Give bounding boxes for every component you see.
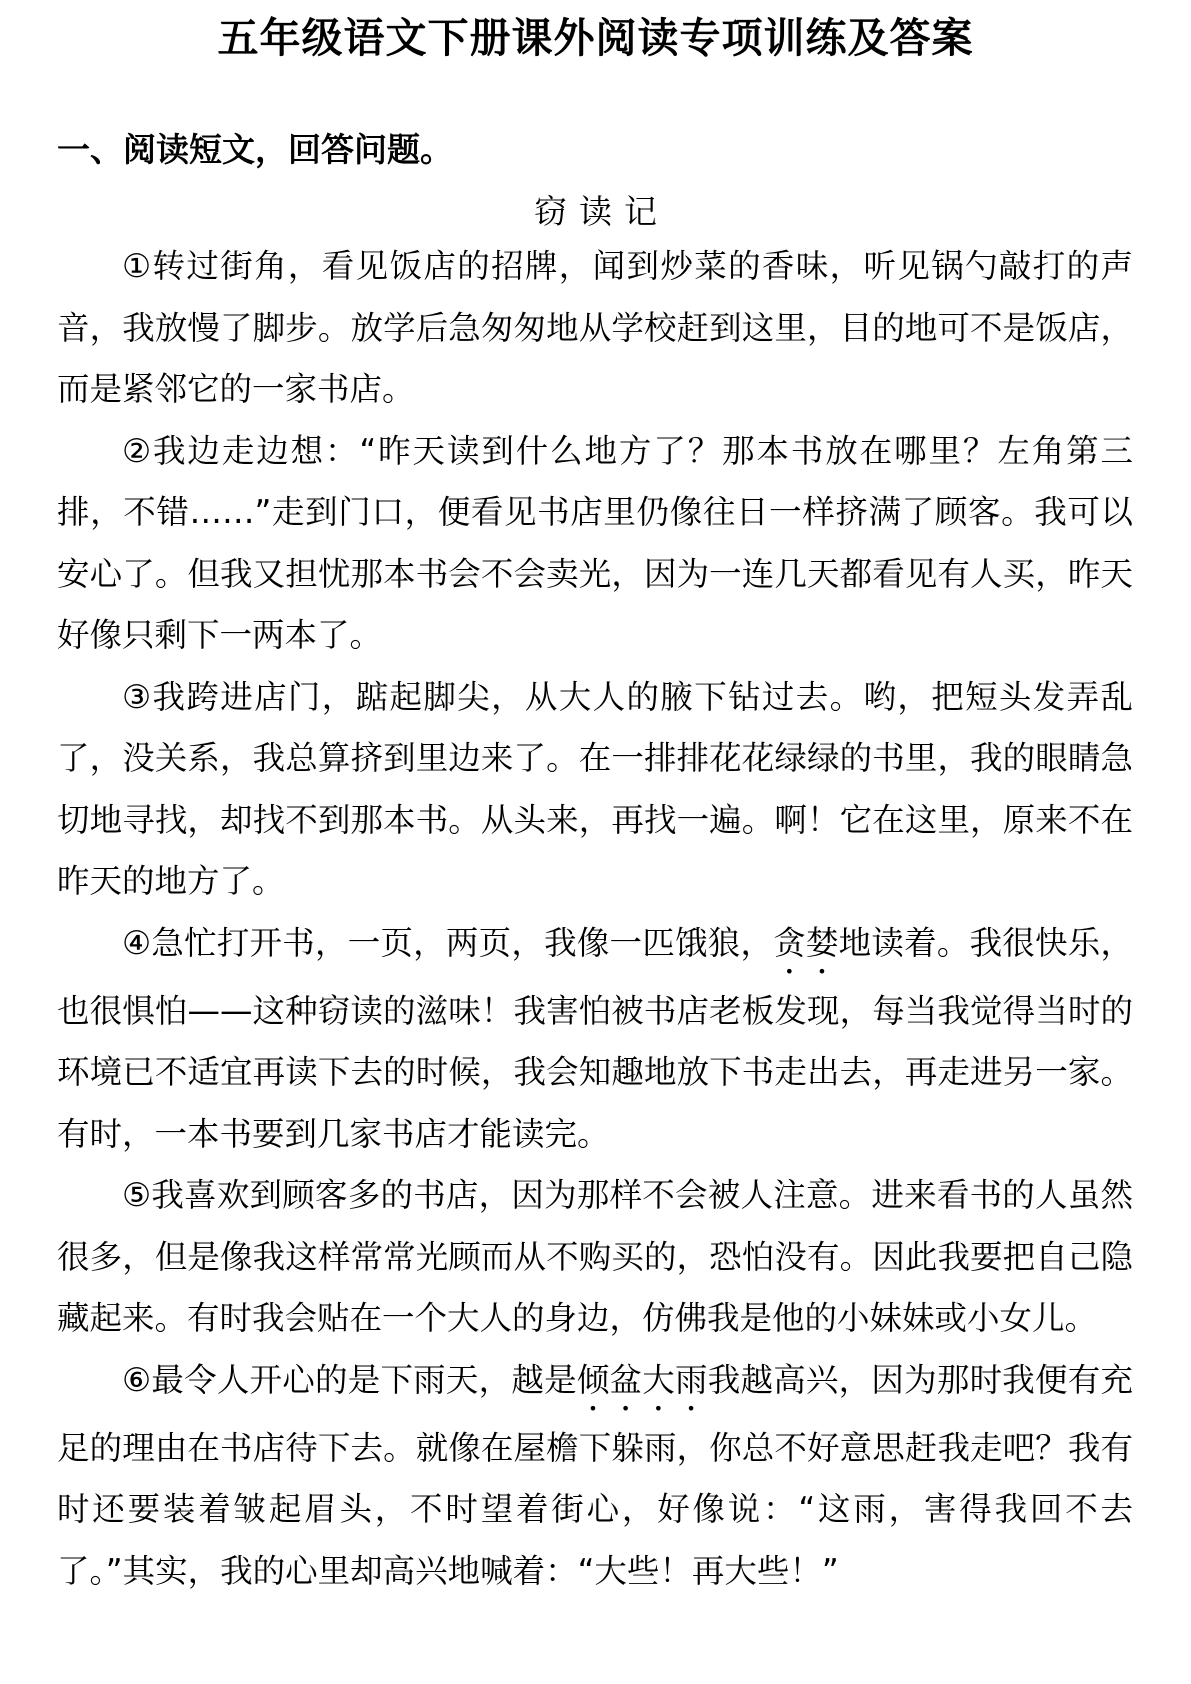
paragraph-text: 我越高兴，因为那时我便有充足的理由在书店待下去。就像在屋檐下躲雨，你总不好意思赶我走吧？我有时还要装着皱起眉头，不时望着街心，好像说：“这雨，害得我回不去了。”其实，我的心里却高兴地喊着：“大些！再大些！”: [57, 1360, 1133, 1590]
paragraph-text: ⑤我喜欢到顾客多的书店，因为那样不会被人注意。进来看书的人虽然很多，但是像我这样常常光顾而从不购买的，恐怕没有。因此我要把自己隐藏起来。有时我会贴在一个大人的身边，仿佛我是他的小妹妹或小女儿。: [57, 1176, 1133, 1337]
paragraph-text: 地读着。我很快乐，也很惧怕——这种窃读的滋味！我害怕被书店老板发现，每当我觉得当时的环境已不适宜再读下去的时候，我会知趣地放下书走出去，再走进另一家。有时，一本书要到几家书店才能读完。: [57, 923, 1133, 1153]
paragraph-text: ①转过街角，看见饭店的招牌，闻到炒菜的香味，听见锅勺敲打的声音，我放慢了脚步。放学后急匆匆地从学校赶到这里，目的地可不是饭店，而是紧邻它的一家书店。: [57, 247, 1133, 408]
emphasized-word: 倾盆大雨: [576, 1360, 708, 1399]
paragraph-5: [57, 1165, 1133, 1350]
passage-title: 窃读记: [534, 192, 669, 231]
paragraph-text: ⑥最令人开心的是下雨天，越是: [122, 1360, 577, 1399]
section-heading: 一、阅读短文，回答问题。: [57, 130, 453, 169]
emphasized-word: 贪婪: [773, 923, 839, 962]
paragraph-2: [57, 421, 1133, 667]
paragraph-text: ③我跨进店门，踮起脚尖，从大人的腋下钻过去。哟，把短头发弄乱了，没关系，我总算挤到里边来了。在一排排花花绿绿的书里，我的眼睛急切地寻找，却找不到那本书。从头来，再找一遍。啊！它在这里，原来不在昨天的地方了。: [57, 677, 1133, 900]
paragraph-3: [57, 667, 1133, 913]
document-title: 五年级语文下册课外阅读专项训练及答案: [217, 14, 974, 62]
paragraph-6: [57, 1350, 1133, 1603]
paragraph-4: [57, 913, 1133, 1166]
paragraph-text: ②我边走边想：“昨天读到什么地方了？那本书放在哪里？左角第三排，不错……”走到门口，便看见书店里仍像往日一样挤满了顾客。我可以安心了。但我又担忧那本书会不会卖光，因为一连几天都看见有人买，昨天好像只剩下一两本了。: [57, 431, 1133, 654]
paragraph-1: [57, 236, 1133, 421]
passage-body: [57, 236, 1133, 1602]
paragraph-text: ④急忙打开书，一页，两页，我像一匹饿狼，: [122, 923, 774, 962]
